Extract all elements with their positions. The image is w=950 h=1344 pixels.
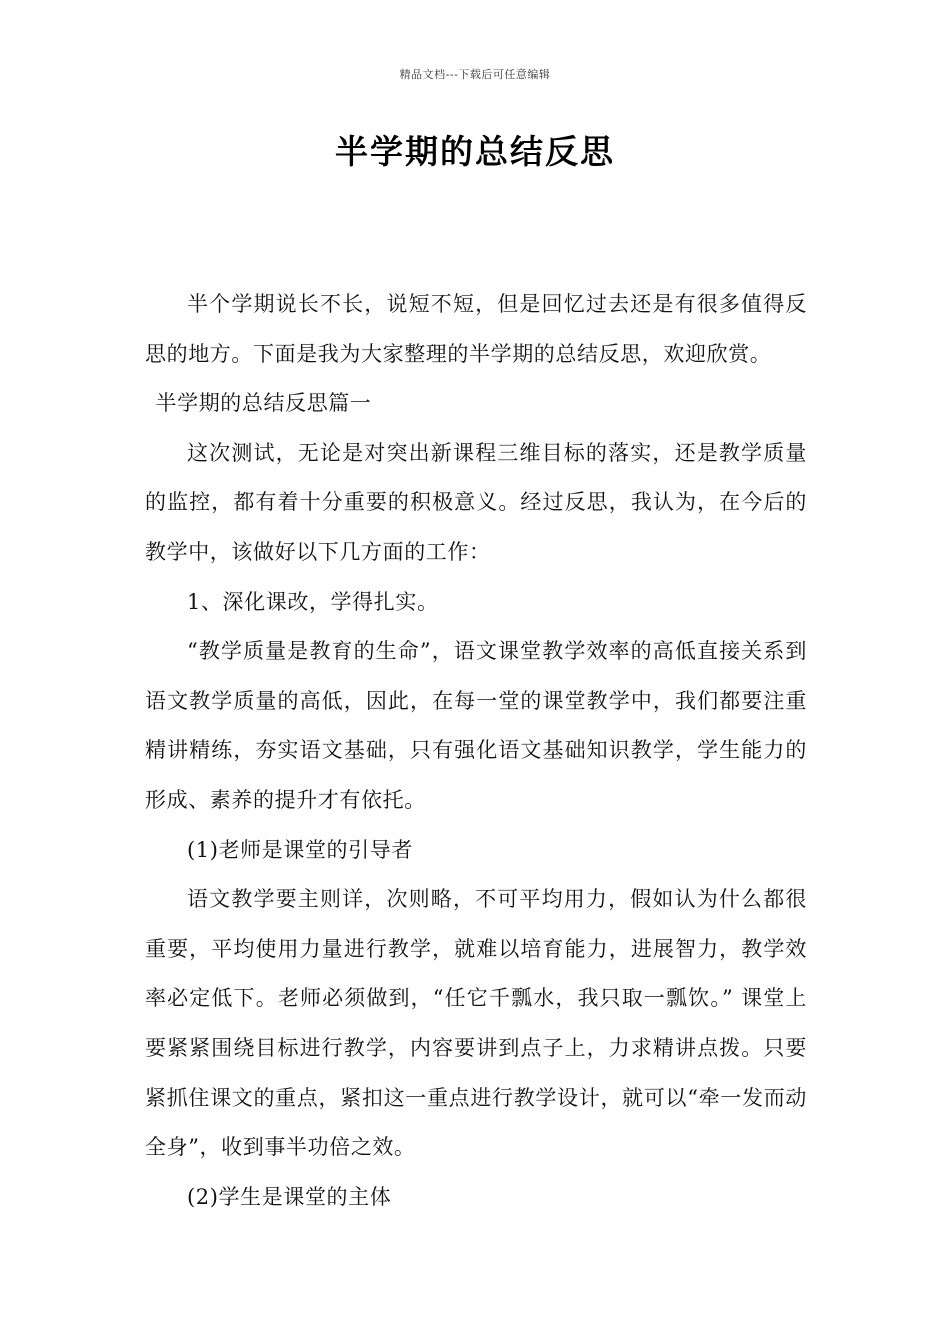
body-paragraph: 语文教学要主则详，次则略，不可平均用力，假如认为什么都很重要，平均使用力量进行教学，就难以培育能力，进展智力，教学效率必定低下。老师必须做到，“任它千瓢水，我只取一瓢饮。” 课堂上要紧紧围绕目标进行教学，内容要讲到点子上，力求精讲点拨。只要紧抓住课文的重点，紧扣这一重点进行教学设计，就可以“牵一发而动全身”，收到事半功倍之效。 [145, 887, 807, 1160]
document-title: 半学期的总结反思 [335, 132, 615, 171]
document-body [145, 280, 807, 1222]
header-note: 精品文档---下载后可任意编辑 [399, 68, 551, 81]
section-heading: 半学期的总结反思篇一 [155, 391, 372, 416]
list-item-heading: 1、深化课改，学得扎实。 [187, 589, 439, 614]
intro-paragraph: 半个学期说长不长，说短不短，但是回忆过去还是有很多值得反思的地方。下面是我为大家整理的半学期的总结反思，欢迎欣赏。 [145, 292, 807, 366]
body-paragraph: “教学质量是教育的生命”，语文课堂教学效率的高低直接关系到语文教学质量的高低，因此，在每一堂的课堂教学中，我们都要注重精讲精练，夯实语文基础，只有强化语文基础知识教学，学生能力的形成、素养的提升才有依托。 [145, 639, 807, 812]
subsection-heading: (2)学生是课堂的主体 [187, 1184, 392, 1209]
subsection-heading: (1)老师是课堂的引导者 [187, 837, 413, 862]
body-paragraph: 这次测试，无论是对突出新课程三维目标的落实，还是教学质量的监控，都有着十分重要的积极意义。经过反思，我认为，在今后的教学中，该做好以下几方面的工作： [145, 440, 807, 564]
